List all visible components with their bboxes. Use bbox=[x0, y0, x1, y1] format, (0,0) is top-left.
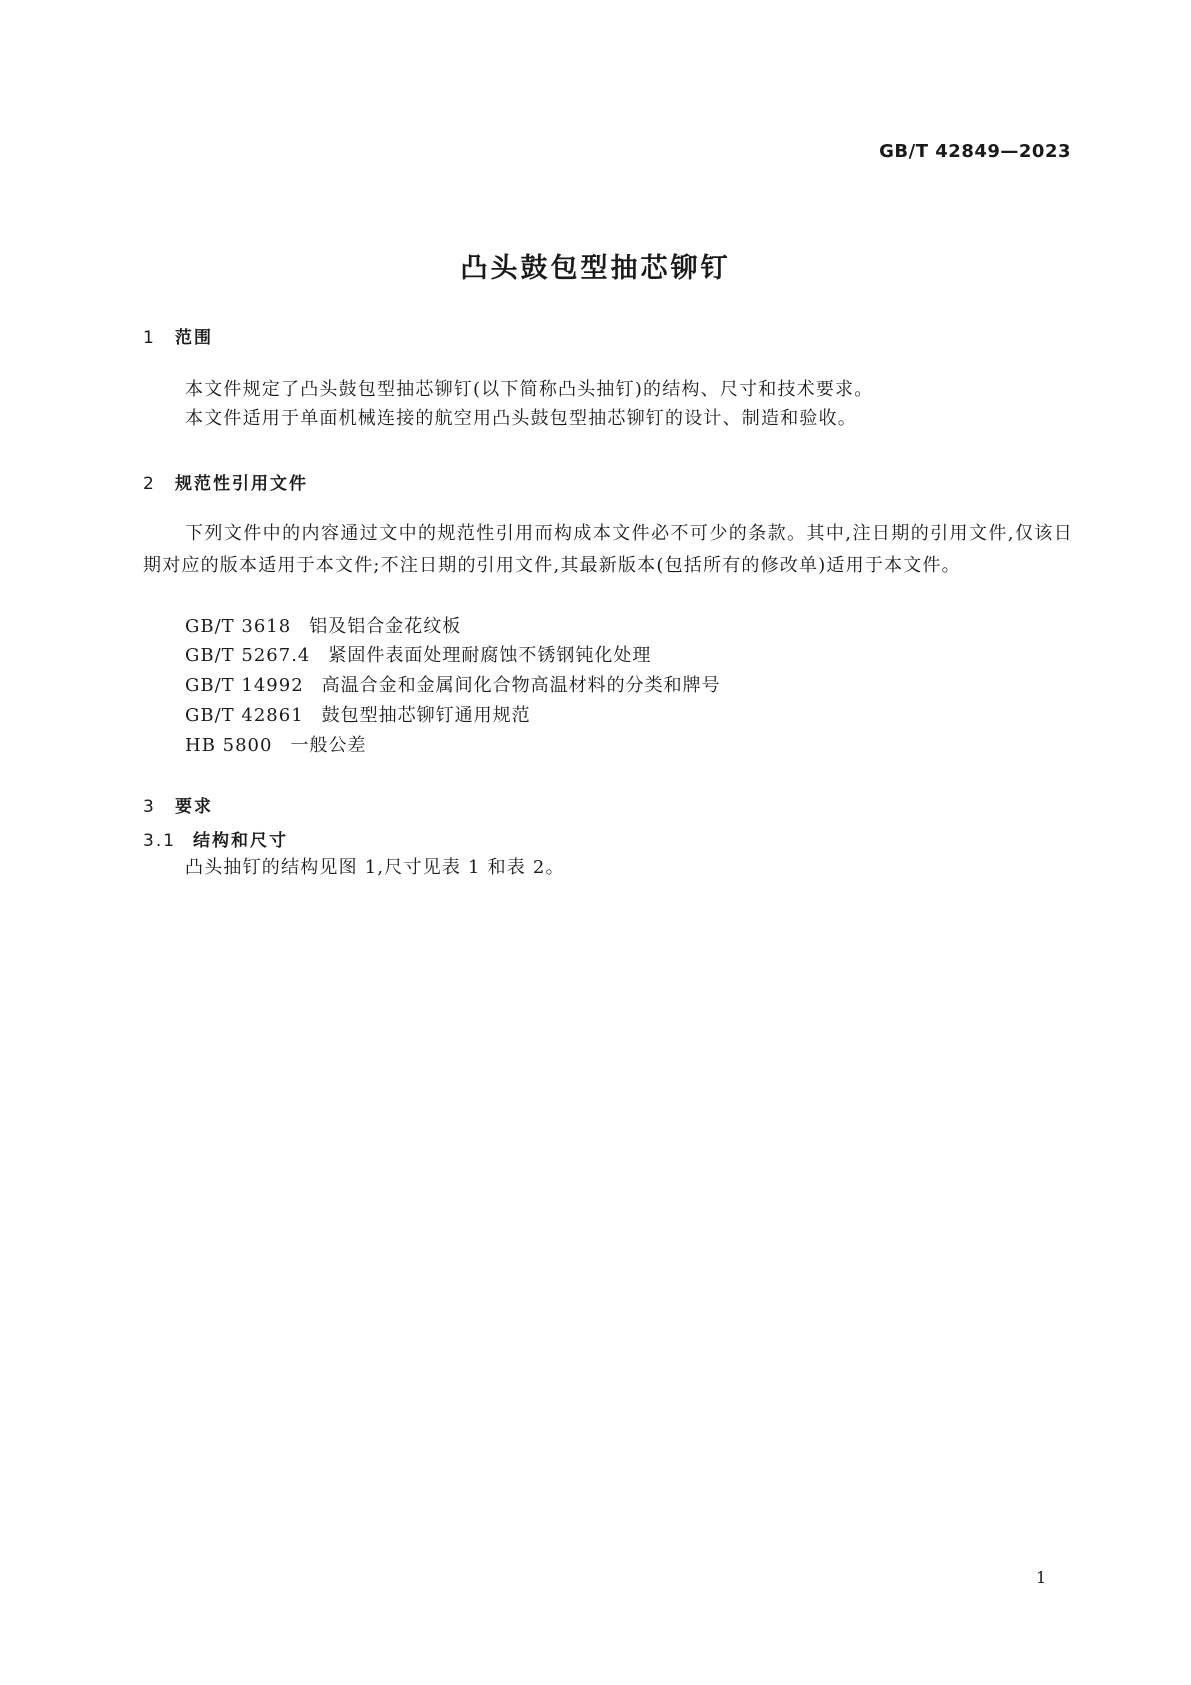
subsection-3-1-heading bbox=[143, 826, 288, 851]
section-3-heading bbox=[143, 792, 213, 817]
subsection-title: 结构和尺寸 bbox=[193, 831, 288, 851]
reference-code: HB 5800 bbox=[185, 735, 273, 756]
reference-title: 一般公差 bbox=[290, 735, 367, 756]
reference-code: GB/T 3618 bbox=[185, 616, 292, 637]
section-2-heading bbox=[143, 469, 308, 494]
reference-item bbox=[185, 671, 721, 697]
reference-item bbox=[185, 731, 366, 757]
section-title: 范围 bbox=[175, 328, 213, 348]
section-title: 要求 bbox=[175, 797, 213, 817]
scope-paragraph-2: 本文件适用于单面机械连接的航空用凸头鼓包型抽芯铆钉的设计、制造和验收。 bbox=[185, 408, 857, 429]
structure-dimensions-paragraph: 凸头抽钉的结构见图 1,尺寸见表 1 和表 2。 bbox=[185, 857, 565, 878]
reference-code: GB/T 5267.4 bbox=[185, 645, 311, 666]
section-number: 1 bbox=[143, 328, 156, 348]
reference-title: 高温合金和金属间化合物高温材料的分类和牌号 bbox=[321, 675, 721, 696]
reference-code: GB/T 42861 bbox=[185, 705, 304, 726]
page-number: 1 bbox=[1036, 1568, 1047, 1587]
section-number: 2 bbox=[143, 474, 156, 494]
reference-title: 铝及铝合金花纹板 bbox=[309, 616, 462, 637]
document-code: GB/T 42849—2023 bbox=[879, 141, 1071, 162]
references-intro-paragraph: 下列文件中的内容通过文中的规范性引用而构成本文件必不可少的条款。其中,注日期的引用文件,仅该日期对应的版本适用于本文件;不注日期的引用文件,其最新版本(包括所有的修改单)适用于本文件。 bbox=[143, 523, 1073, 576]
section-1-heading bbox=[143, 323, 213, 348]
section-number: 3 bbox=[143, 797, 156, 817]
reference-item bbox=[185, 701, 531, 727]
reference-title: 鼓包型抽芯铆钉通用规范 bbox=[321, 705, 531, 726]
section-title: 规范性引用文件 bbox=[175, 474, 308, 494]
document-title: 凸头鼓包型抽芯铆钉 bbox=[460, 253, 731, 284]
subsection-number: 3.1 bbox=[143, 831, 177, 851]
reference-code: GB/T 14992 bbox=[185, 675, 304, 696]
reference-item bbox=[185, 612, 461, 638]
scope-paragraph-1: 本文件规定了凸头鼓包型抽芯铆钉(以下简称凸头抽钉)的结构、尺寸和技术要求。 bbox=[185, 379, 874, 400]
reference-title: 紧固件表面处理耐腐蚀不锈钢钝化处理 bbox=[328, 645, 652, 666]
reference-item bbox=[185, 641, 651, 667]
